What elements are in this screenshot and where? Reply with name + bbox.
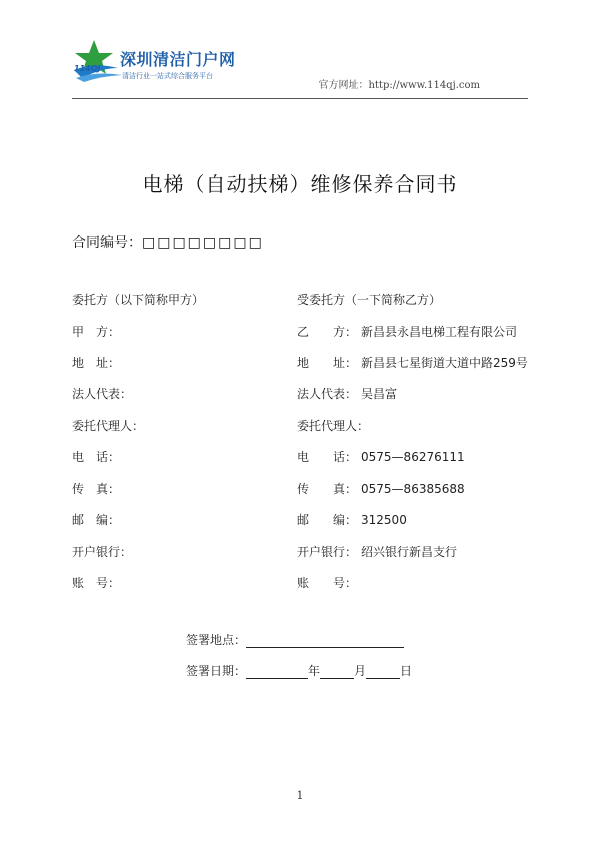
party-b-field — [297, 291, 445, 308]
party-a-label: 地 址： — [72, 356, 121, 370]
party-a-field — [72, 291, 208, 308]
party-a-label: 电 话： — [72, 450, 121, 464]
party-b-field — [297, 448, 465, 465]
party-b-field — [297, 323, 517, 340]
signing-date — [186, 662, 412, 679]
party-b-field — [297, 480, 465, 497]
party-b-label: 邮 编： — [297, 513, 358, 527]
signing-place-label: 签署地点： — [186, 633, 247, 647]
logo-badge: 114QJ — [74, 64, 101, 73]
party-a-field — [72, 385, 136, 402]
party-a-field — [72, 354, 124, 371]
party-a-label: 开户银行： — [72, 545, 133, 559]
header-divider — [72, 98, 528, 99]
party-row — [72, 448, 532, 468]
logo-name: 深圳清洁门户网 — [120, 50, 236, 69]
party-row — [72, 511, 532, 531]
party-b-label: 委托代理人： — [297, 419, 370, 433]
party-row — [72, 385, 532, 405]
contract-number — [72, 232, 264, 252]
party-b-value: 吴昌富 — [361, 387, 398, 401]
party-b-label: 开户银行： — [297, 545, 358, 559]
party-b-label: 电 话： — [297, 450, 358, 464]
party-row — [72, 417, 532, 437]
party-b-label: 账 号： — [297, 576, 358, 590]
signing-day-label: 日 — [400, 664, 413, 678]
party-a-field — [72, 448, 124, 465]
party-row — [72, 574, 532, 594]
page-header — [72, 38, 528, 100]
party-b-label: 地 址： — [297, 356, 358, 370]
website-url[interactable]: 官方网址：http://www.114qj.com — [318, 80, 480, 91]
logo-tagline: 清洁行业一站式综合服务平台 — [122, 72, 213, 80]
signing-place-blank — [246, 635, 404, 648]
party-b-label: 受委托方（一下简称乙方） — [297, 293, 442, 307]
party-row — [72, 480, 532, 500]
party-a-field — [72, 323, 124, 340]
party-a-field — [72, 511, 124, 528]
party-a-label: 邮 编： — [72, 513, 121, 527]
party-row — [72, 354, 532, 374]
party-row — [72, 323, 532, 343]
party-b-value: 绍兴银行新昌支行 — [361, 545, 458, 559]
party-a-field — [72, 417, 148, 434]
party-b-value: 0575—86276111 — [361, 450, 465, 464]
signing-place — [186, 631, 404, 648]
party-b-field — [297, 511, 407, 528]
party-a-label: 传 真： — [72, 482, 121, 496]
party-b-field — [297, 543, 457, 560]
party-b-label: 传 真： — [297, 482, 358, 496]
party-b-field — [297, 385, 397, 402]
party-b-value: 新昌县永昌电梯工程有限公司 — [361, 325, 518, 339]
party-b-field — [297, 417, 373, 434]
party-b-value: 312500 — [361, 513, 407, 527]
party-row — [72, 543, 532, 563]
party-b-label: 法人代表： — [297, 387, 358, 401]
signing-year-label: 年 — [308, 664, 321, 678]
party-a-label: 委托代理人： — [72, 419, 145, 433]
contract-number-boxes: □□□□□□□□ — [142, 235, 264, 251]
signing-month-blank — [320, 666, 354, 679]
party-b-value: 新昌县七星街道大道中路259号 — [361, 356, 528, 370]
party-b-field — [297, 574, 361, 591]
page-number: 1 — [296, 789, 304, 802]
party-row — [72, 291, 532, 311]
signing-day-blank — [366, 666, 400, 679]
party-b-label: 乙 方： — [297, 325, 358, 339]
signing-year-blank — [246, 666, 308, 679]
party-a-label: 甲 方： — [72, 325, 121, 339]
party-a-label: 法人代表： — [72, 387, 133, 401]
party-a-label: 委托方（以下简称甲方） — [72, 293, 205, 307]
party-a-label: 账 号： — [72, 576, 121, 590]
party-b-value: 0575—86385688 — [361, 482, 465, 496]
signing-month-label: 月 — [354, 664, 367, 678]
party-a-field — [72, 543, 136, 560]
contract-number-label: 合同编号： — [72, 235, 142, 251]
document-title: 电梯（自动扶梯）维修保养合同书 — [142, 172, 458, 196]
party-b-field — [297, 354, 528, 371]
site-logo — [72, 38, 262, 88]
party-a-field — [72, 574, 124, 591]
signing-date-label: 签署日期： — [186, 664, 247, 678]
party-a-field — [72, 480, 124, 497]
